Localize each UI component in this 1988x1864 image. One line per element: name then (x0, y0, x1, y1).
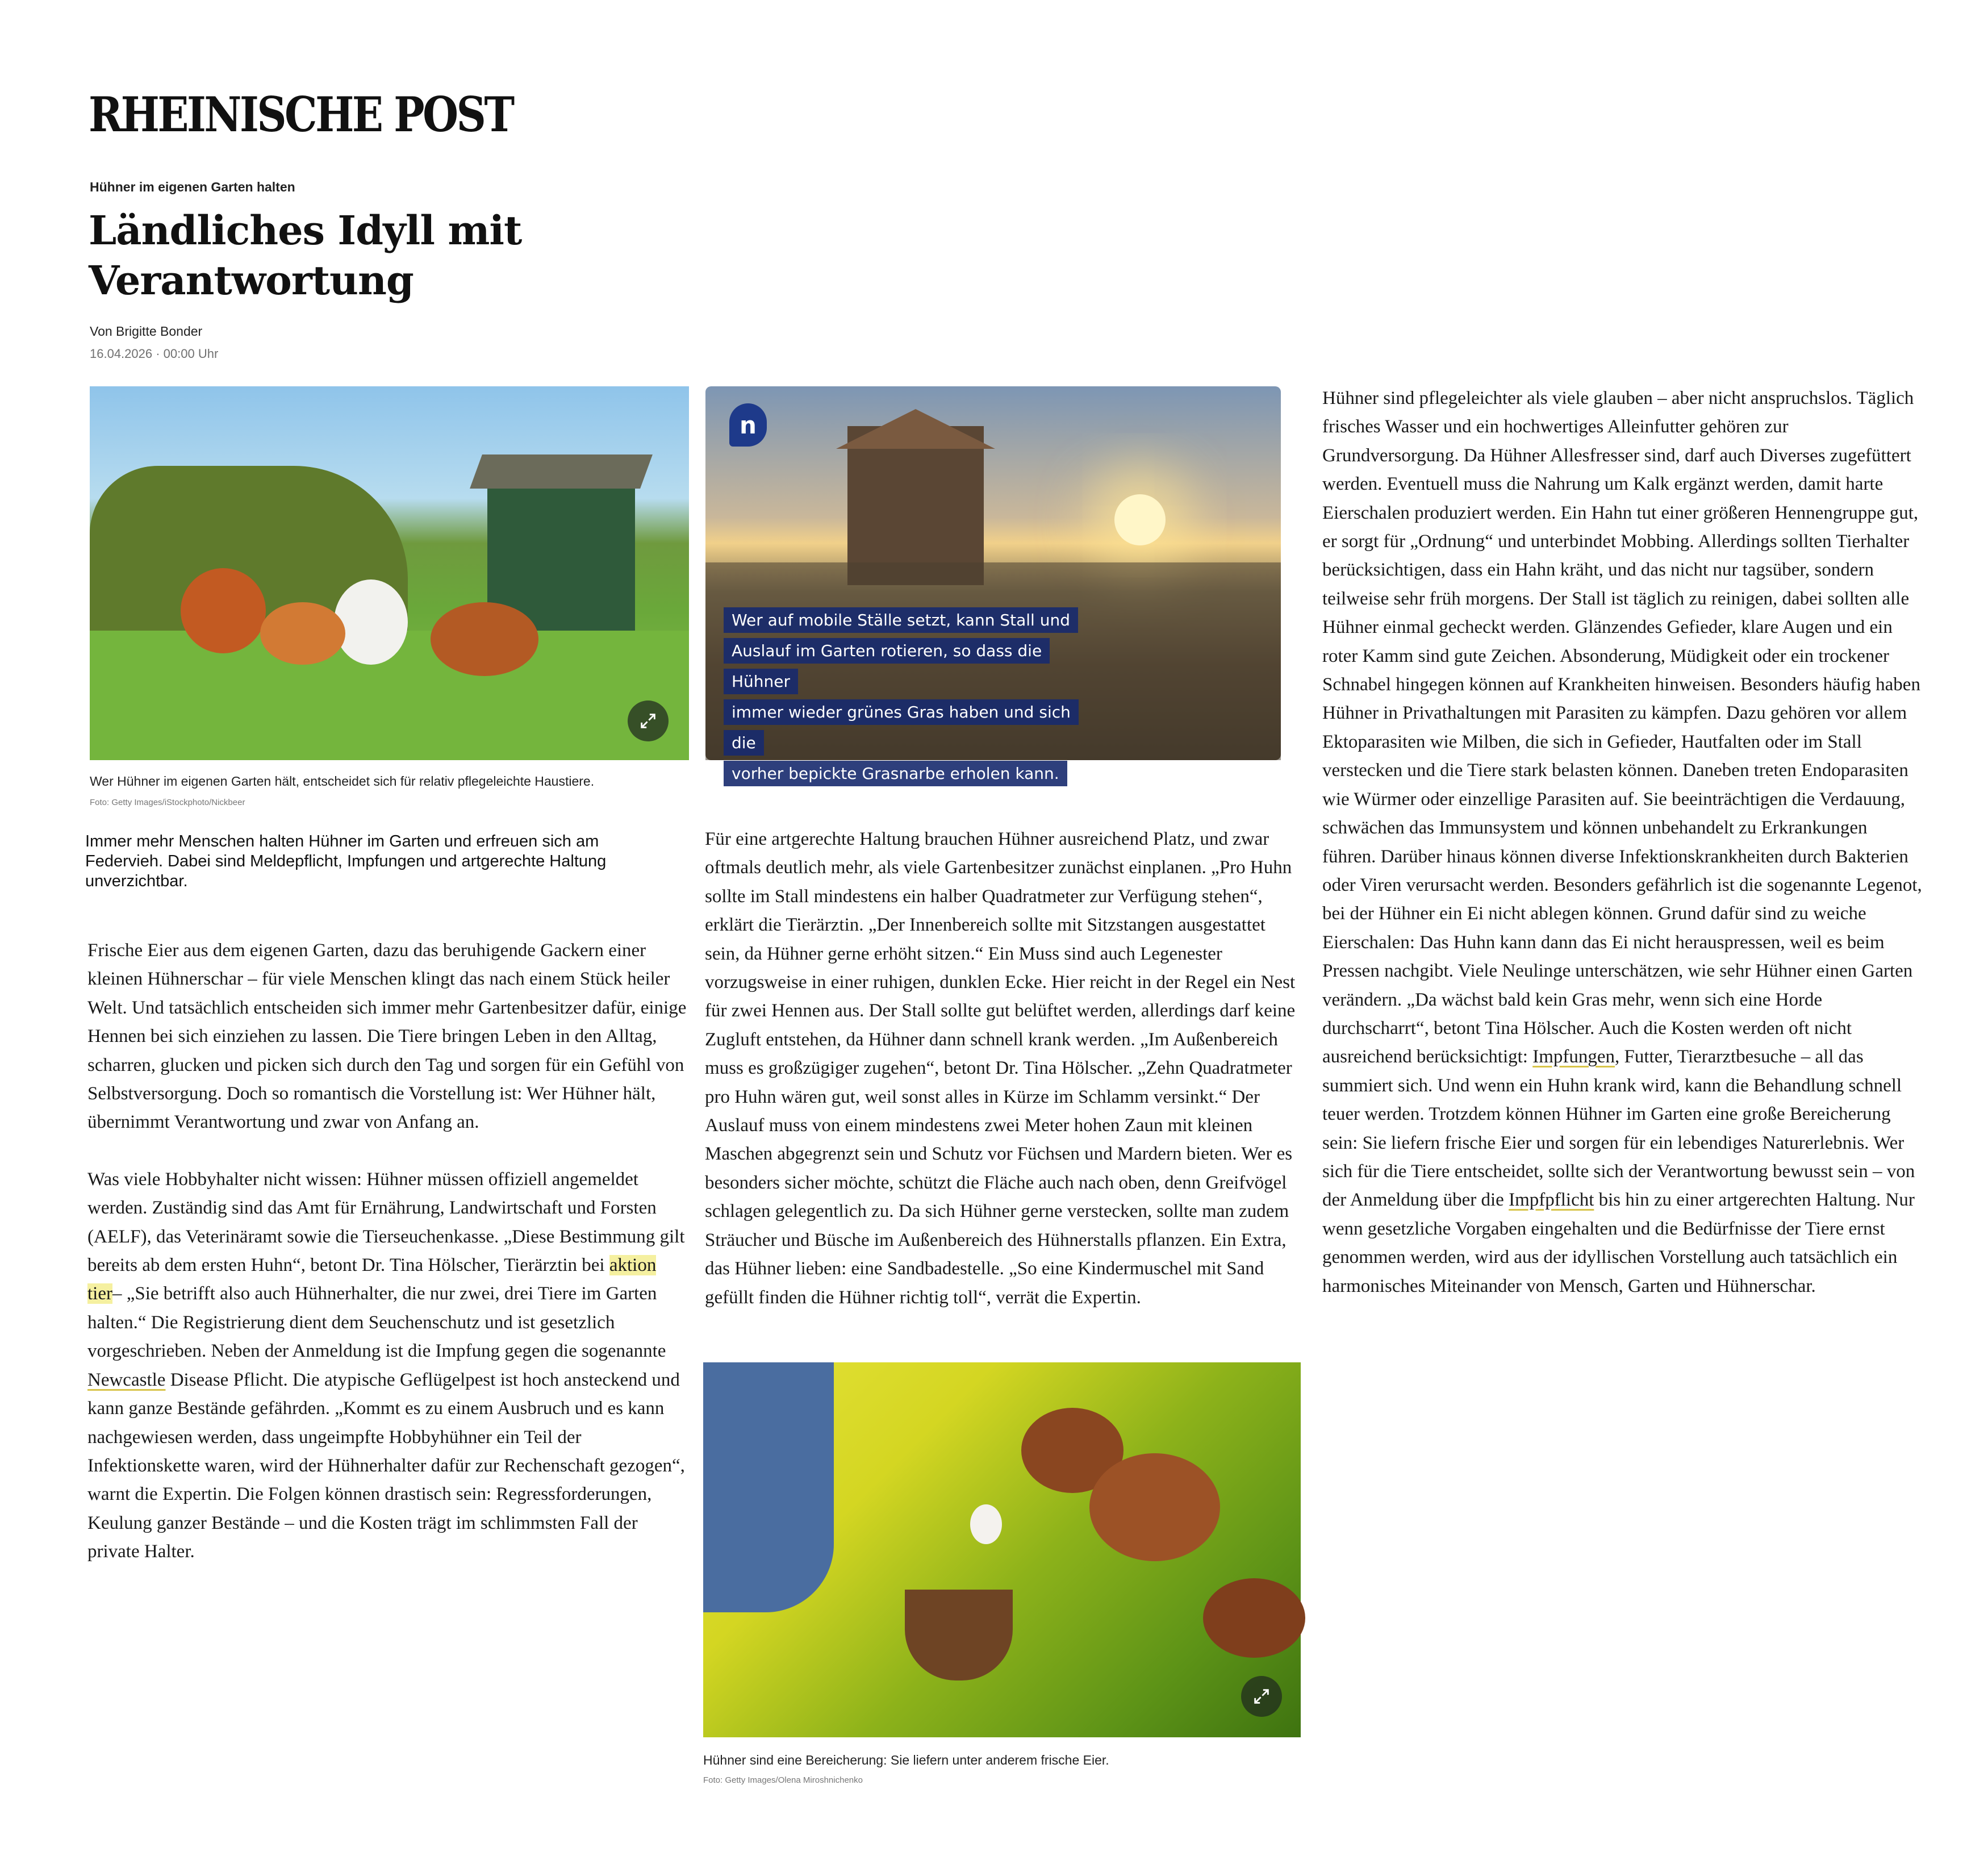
eggs-basket-photo[interactable] (703, 1362, 1301, 1737)
image-caption: Wer Hühner im eigenen Garten hält, entscheidet sich für relativ pflegeleichte Haustiere. (90, 774, 595, 789)
headline-line-2: Verantwortung (89, 257, 414, 304)
overlay-line: immer wieder grünes Gras haben und sich die (724, 699, 1079, 756)
mobile-coop-video[interactable] (705, 386, 1281, 783)
article-kicker: Hühner im eigenen Garten halten (90, 180, 295, 194)
body-column-3 (1322, 384, 1924, 1300)
expand-icon (638, 711, 658, 731)
impfungen-link[interactable]: Impfungen (1532, 1046, 1615, 1067)
chickens-garden-photo[interactable] (90, 386, 689, 760)
body-column-1 (87, 936, 690, 1566)
video-overlay-text (724, 605, 1093, 789)
image-caption: Hühner sind eine Bereicherung: Sie liefern unter anderem frische Eier. (703, 1753, 1109, 1767)
aktion-tier-link[interactable]: aktion tier (87, 1255, 657, 1304)
paragraph-text: bis hin zu einer artgerechten Haltung. Nur wenn gesetzliche Vorgaben eingehalten und die Bedürfnisse der Tiere ernst genommen werden, wird aus der idyllischen Vorstellung auch tatsächlich ein harmonisches Miteinander von Mensch, Garten und Hühnerschar. (1322, 1190, 1915, 1296)
article-headline (89, 206, 600, 306)
paragraph-text: Hühner sind pflegeleichter als viele glauben – aber nicht anspruchslos. Täglich frisches Wasser und ein hochwertiges Alleinfutter gehören zur Grundversorgung. Da Hühner Allesfresser sind, darf auch Diverses zugefüttert werden. Eventuell muss die Nahrung um Kalk ergänzt werden, damit harte Eierschalen produziert werden. Ein Hahn tut einer größeren Hennengruppe gut, er sorgt für „Ordnung“ und unterbindet Mobbing. Allerdings sollten Tierhalter berücksichtigen, dass ein Hahn kräht, und das nicht nur tagsüber, sondern teilweise sehr früh morgens. Der Stall ist täglich zu reinigen, dabei sollten alle Hühner einmal gecheckt werden. Glänzendes Gefieder, klare Augen und ein roter Kamm sind gute Zeichen. Absonderung, Müdigkeit oder ein trockener Schnabel hingegen können auf Krankheiten hinweisen. Besonders häufig haben Hühner in Privathaltungen mit Parasiten zu kämpfen. Dazu gehören vor allem Ektoparasiten wie Milben, die sich in Gefieder, Hautfalten oder im Stall verstecken und die Tiere stark belasten können. Daneben treten Endoparasiten wie Würmer oder einzellige Parasiten auf. Sie beeinträchtigen die Verdauung, schwächen das Immunsystem und können unbehandelt zu Erkrankungen führen. Darüber hinaus können diverse Infektionskrankheiten durch Bakterien oder Viren verursacht werden. Besonders gefährlich ist die sogenannte Legenot, bei der Hühner ein Ei nicht ablegen können. Grund dafür sind zu weiche Eierschalen: Das Huhn kann dann das Ei nicht herauspressen, weil es beim Pressen nachgibt. Viele Neulinge unterschätzen, wie sehr Hühner einen Garten verändern. „Da wächst bald kein Gras mehr, wenn sich eine Horde durchscharrt“, betont Tina Hölscher. Auch die Kosten werden oft nicht ausreichend berücksichtigt: (1322, 388, 1922, 1067)
expand-image-button[interactable] (1241, 1676, 1282, 1717)
headline-line-1: Ländliches Idyll mit (89, 207, 522, 254)
overlay-line: Auslauf im Garten rotieren, so dass die Hühner (724, 638, 1050, 694)
image-credit: Foto: Getty Images/Olena Miroshnichenko (703, 1775, 863, 1785)
article-date: 16.04.2026 · 00:00 Uhr (90, 347, 219, 361)
newcastle-link[interactable]: Newcastle (87, 1369, 166, 1390)
article-author[interactable]: Von Brigitte Bonder (90, 324, 203, 339)
paragraph (1322, 384, 1924, 1300)
site-logo[interactable]: RHEINISCHE POST (89, 86, 513, 143)
expand-icon (1252, 1687, 1271, 1706)
image-credit: Foto: Getty Images/iStockphoto/Nickbeer (90, 798, 245, 807)
article-lead: Immer mehr Menschen halten Hühner im Garten und erfreuen sich am Federvieh. Dabei sind Meldepflicht, Impfungen und artgerechte Haltung unverzichtbar. (85, 832, 607, 890)
paragraph-text: Disease Pflicht. Die atypische Geflügelpest ist hoch ansteckend und kann ganze Bestände gefährden. „Kommt es zu einem Ausbruch und es kann nachgewiesen werden, dass ungeimpfte Hobbyhühner ein Teil der Infektionskette waren, wird der Hühnerhalter dafür zur Rechenschaft gezogen“, warnt die Expertin. Die Folgen können drastisch sein: Regressforderungen, Keulung ganzer Bestände – und die Kosten trägt im schlimmsten Fall der private Halter. (87, 1369, 685, 1562)
expand-image-button[interactable] (628, 700, 669, 741)
paragraph-text: , Futter, Tierarztbesuche – all das summiert sich. Und wenn ein Huhn krank wird, kann die Behandlung schnell teuer werden. Trotzdem können Hühner im Garten eine große Bereicherung sein: Sie liefern frische Eier und sorgen für ein lebendiges Naturerlebnis. Wer sich für die Tiere entscheidet, sollte sich der Verantwortung bewusst sein – von der Anmeldung über die (1322, 1046, 1915, 1211)
body-column-2 (705, 825, 1296, 1312)
overlay-line: Wer auf mobile Ställe setzt, kann Stall und (724, 607, 1078, 633)
paragraph-text: Was viele Hobbyhalter nicht wissen: Hühner müssen offiziell angemeldet werden. Zuständig sind das Amt für Ernährung, Landwirtschaft und Forsten (AELF), das Veterinäramt sowie die Tierseuchenkasse. „Diese Bestimmung gilt bereits ab dem ersten Huhn“, betont Dr. Tina Hölscher, Tierärztin bei (87, 1169, 685, 1276)
paragraph: Frische Eier aus dem eigenen Garten, dazu das beruhigende Gackern einer kleinen Hühnerschar – für viele Menschen klingt das nach einem Stück heiler Welt. Und tatsächlich entscheiden sich immer mehr Gartenbesitzer dafür, einige Hennen bei sich einziehen zu lassen. Die Tiere bringen Leben in den Alltag, scharren, glucken und picken sich durch den Tag und sorgen für ein Gefühl von Selbstversorgung. Doch so romantisch die Vorstellung ist: Wer Hühner hält, übernimmt Verantwortung und zwar von Anfang an. (87, 940, 687, 1133)
impfpflicht-link[interactable]: Impfpflicht (1509, 1190, 1594, 1211)
paragraph-text: – „Sie betrifft also auch Hühnerhalter, die nur zwei, drei Tiere im Garten halten.“ Die Registrierung dient dem Seuchenschutz und ist gesetzlich vorgeschrieben. Neben der Anmeldung ist die Impfung gegen die sogenannte (87, 1283, 666, 1362)
nb-logo-icon: n (729, 403, 767, 447)
paragraph: Für eine artgerechte Haltung brauchen Hühner ausreichend Platz, und zwar oftmals deutlich mehr, als viele Gartenbesitzer zunächst einplanen. „Pro Huhn sollte im Stall mindestens ein halber Quadratmeter zur Verfügung stehen“, erklärt die Tierärztin. „Der Innenbereich sollte mit Sitzstangen ausgestattet sein, da Hühner gerne erhöht sitzen.“ Ein Muss sind auch Legenester vorzugsweise in einer ruhigen, dunklen Ecke. Hier reicht in der Regel ein Nest für zwei Hennen aus. Der Stall sollte gut belüftet werden, allerdings darf keine Zugluft entstehen, da Hühner dann schnell krank werden. „Im Außenbereich muss es großzügiger zugehen“, betont Dr. Tina Hölscher. „Zehn Quadratmeter pro Huhn wären gut, weil sonst alles in Kürze im Schlamm versinkt.“ Der Auslauf muss von einem mindestens zwei Meter hohen Zaun mit kleinen Maschen abgegrenzt sein und Schutz vor Füchsen und Mardern bieten. Wer es besonders sicher möchte, schützt die Fläche auch nach oben, denn Greifvögel schlagen gelegentlich zu. Da sich Hühner gerne verstecken, sollte man zudem Sträucher und Büsche im Außenbereich des Hühnerstalls pflanzen. Ein Extra, das Hühner lieben: eine Sandbadestelle. „So eine Kindermuschel mit Sand gefüllt finden die Hühner richtig toll“, verrät die Expertin. (705, 829, 1296, 1308)
paragraph (87, 1165, 690, 1566)
overlay-line: vorher bepickte Grasnarbe erholen kann. (724, 761, 1067, 786)
